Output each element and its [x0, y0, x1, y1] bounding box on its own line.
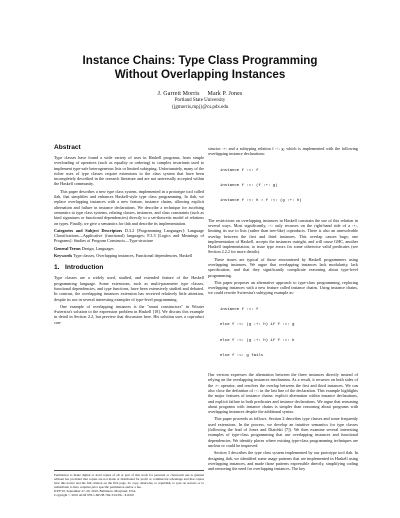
author-email: {jgmorris,mpj}@cs.pdx.edu [171, 104, 229, 110]
title-line-1: Instance Chains: Type Class Programming [82, 54, 318, 67]
code-block-1 [220, 159, 358, 215]
code-line: else f :<: (g :+: h) if f :<: g [220, 323, 295, 328]
code-line: instance f :<: (f :+: g) [220, 184, 278, 189]
abstract-paragraph-2: This paper describes a new type class system, implemented in a prototype tool called ilab, that simplifies and enhances Haskell-style type class programming. In ilab, we replace overlapping instances with a new feature, instance chains, allowing explicit alternation and failure in instance declarations. We describe a technique for ascribing semantics to type class systems, relating classes, instances, and class constraints (such as kind signatures or functional dependencies) directly to a set-theoretic model of relations on types. Finally, we give a semantics for ilab and describe its implementation. [54, 188, 204, 226]
right-paragraph-5: Our version expresses the alternation between the three instances directly instead of relying on the overlapping instances mechanism. As a result, it recurses on both sides of the :+: operator, and resolves the overlap between the first and third instances. We can also close the definition of :<: in the last line of the declaration. This example highlights the major features of instance chains: explicit alternation within instance declarations, and explicit failure in both predicates and instance declarations. We argue that reasoning about programs with instance chains is simpler than reasoning about programs with overlapping instances despite the additional syntax. [208, 372, 358, 415]
code-line: instance f :<: f [220, 307, 259, 312]
code-line: instance f :<: h ⇒ f :<: (g :+: h) [220, 199, 302, 204]
intro-paragraph-1: Type classes are a widely used, studied, and extended feature of the Haskell programming language. Some extensions, such as multi-parameter type classes, functional dependencies, and type functions, have been extensively studied and debated. In contrast, the overlapping instances extension has received relatively little attention, despite its use in several interesting examples of type-level programming. [54, 275, 204, 302]
intro-paragraph-2: One example of overlapping instances is the "smart constructors" in Wouter Swierstra's solution to the expression problem in Haskell [18]. We discuss this example in detail in Section 2.2, but preview that discussion here. His solution uses a coproduct con- [54, 303, 204, 325]
right-paragraph-7: Section 3 describes the type class system implemented by our prototype tool ilab. In designing ilab, we identified some usage patterns that are implemented in Haskell using overlapping instances, and made those patterns expressible directly, simplifying coding and removing the need for overlapping instances. The key [208, 450, 358, 472]
title-line-2: Without Overlapping Instances [114, 68, 286, 81]
code-line: else f :<: g fails [220, 353, 264, 358]
left-column [54, 144, 204, 327]
author-block [40, 90, 360, 111]
code-block-2 [220, 298, 358, 369]
categories [54, 228, 204, 244]
code-line: else f :<: (g :+: h) if f :<: h [220, 338, 295, 343]
categories-label: Categories and Subject Descriptors [54, 227, 123, 233]
right-paragraph-2: The restrictions on overlapping instances in Haskell constrain the use of this relation in several ways. Most significantly, :<: only recurses on the right-hand side of a :+:, limiting its use to lists (rather than tree-like) coproducts. There is also an unresolvable overlap between the first and third instances. This overlap causes bugs; one implementation of Haskell, accepts the instances outright, and will cause GHC, another Haskell implementation, to issue type errors for some otherwise valid predicates (see Section 2.2.2 for more details). [208, 217, 358, 255]
intro-heading: 1. Introduction [54, 264, 104, 272]
terms-label: General Terms [54, 245, 81, 251]
keywords [54, 253, 204, 258]
terms-text: Design, Languages [81, 245, 114, 251]
keywords-label: Keywords [54, 253, 73, 259]
author-names: J. Garrett Morris Mark P. Jones [157, 91, 243, 97]
general-terms [54, 246, 204, 251]
abstract-heading: Abstract [54, 144, 81, 151]
right-paragraph-3: These issues are typical of those encountered by Haskell programmers using overlapping instances. We argue that overlapping instances lack modularity, lack specification, and that they significantly complicate reasoning about type-level programming. [208, 256, 358, 278]
copyright-line: Copyright © 2010 ACM 978-1-60558-794-3/10/09... $10.00 [54, 492, 134, 497]
conference-line: ICFP'10, September 27–29, 2010, Baltimore, Maryland, USA. [54, 488, 137, 493]
right-paragraph-1: structor :+: and a subtyping relation f :<: g, which is implemented with the following overlapping instance declarations: [208, 146, 358, 157]
right-column [208, 146, 358, 473]
right-paragraph-6: This paper proceeds as follows. Section 2 describes type classes and some frequently used extensions. In the process, we develop an intuitive semantics for type classes (following the lead of Jones and Diatchki [7]). We then examine several interesting examples of type-class programming that use overlapping instances and functional dependencies. We identify places where existing type-class programming techniques are unclear or could be improved. [208, 416, 358, 448]
code-line: instance f :<: f [220, 168, 259, 173]
affiliation: Portland State University [174, 98, 226, 103]
paper-title [40, 54, 360, 82]
permission-text: Permission to make digital or hard copies of all or part of this work for personal or classroom use is granted without fee provided that copies are not made or distributed for profit or commercial advantage and that copies bear this notice and the full citation on the first page. To copy otherwise, to republish, to post on servers or to redistribute to lists, requires prior specific permission and/or a fee. [54, 472, 204, 489]
categories-text: D.3.2 [Programming Languages]: Language Classifications—Applicative (functional) languages; F.3.3 [Logics and Meanings of Programs]: Studies of Program Constructs—Type structure [54, 227, 205, 244]
permission-notice [54, 470, 204, 497]
right-paragraph-4: This paper proposes an alternative approach to type-class programming, replacing overlapping instances with a new feature called instance chains. Using instance chains, we could rewrite Swierstra's subtyping example as: [208, 279, 358, 296]
abstract-paragraph-1: Type classes have found a wide variety of uses in Haskell programs, from simple overloading of operators (such as equality or ordering) to complex invariants used to implement type-safe heterogeneous lists or limited subtyping. Unfortunately, many of the richer uses of type classes require extensions to the class system that have been incompletely described in the research literature and are not universally accepted within the Haskell community. [54, 155, 204, 187]
keywords-text: Type classes, Overlapping instances, Functional dependencies, Haskell [73, 253, 193, 259]
